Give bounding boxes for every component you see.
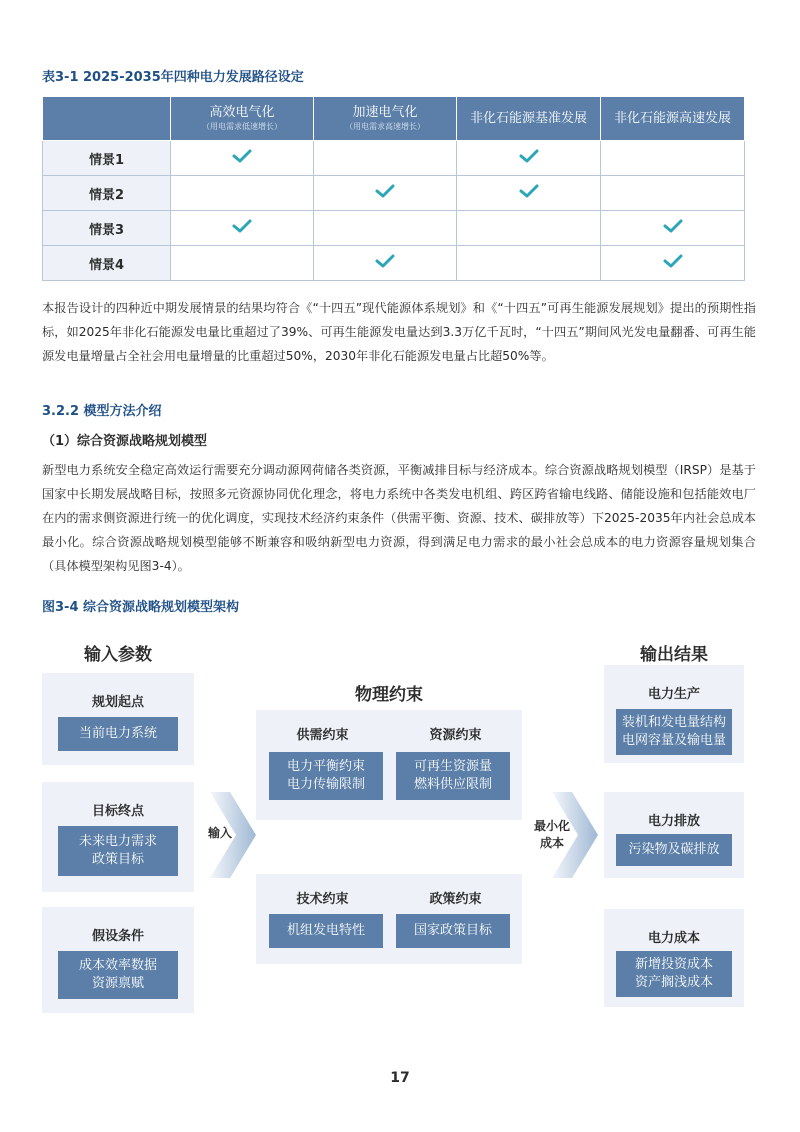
constraint-panel: [256, 710, 522, 820]
column-header: 高效电气化 （用电需求低速增长）: [171, 97, 314, 141]
output-title: 电力生产: [647, 687, 700, 702]
table-corner: [43, 97, 171, 141]
table-cell: [457, 246, 601, 281]
table-cell: [314, 141, 457, 176]
input-box: 未来电力需求 政策目标: [58, 826, 178, 876]
input-header: 输入参数: [84, 645, 152, 665]
table-cell: [457, 176, 601, 211]
table-cell: [171, 141, 314, 176]
paragraph-model: 新型电力系统安全稳定高效运行需要充分调动源网荷储各类资源，平衡减排目标与经济成本。综合资源战略规划模型（IRSP）是基于国家中长期发展战略目标，按照多元资源协同优化理念，将电力系统中各类发电机组、跨区跨省输电线路、储能设施和包括能效电厂在内的需求侧资源进行统一的优化调度，实现技术经济约束条件（供需平衡、资源、技术、碳排放等）下2025-2035年内社会总成本最小化。综合资源战略规划模型能够不断兼容和吸纳新型电力资源，得到满足电力需求的最小社会总成本的电力资源容量规划集合（具体模型架构见图3-4）。: [42, 463, 756, 573]
input-arrow-label: 输入: [207, 826, 232, 840]
table-cell: [171, 176, 314, 211]
checkmark-icon: [518, 148, 540, 162]
input-panel: [42, 673, 194, 765]
scenario-table: [42, 96, 745, 281]
row-label: 情景4: [43, 246, 171, 281]
constraint-box: 国家政策目标: [396, 914, 510, 948]
page-number: 17: [390, 1070, 410, 1086]
table-cell: [171, 211, 314, 246]
checkmark-icon: [374, 253, 396, 267]
output-panel: [604, 665, 744, 763]
constraint-panel: [256, 874, 522, 964]
constraint-box: 电力平衡约束 电力传输限制: [269, 752, 383, 800]
table-cell: [601, 176, 745, 211]
input-box: 成本效率数据 资源禀赋: [58, 951, 178, 999]
checkmark-icon: [662, 218, 684, 232]
table-cell: [314, 176, 457, 211]
output-title: 电力成本: [647, 931, 700, 946]
output-title: 电力排放: [647, 814, 700, 829]
table-row: [43, 246, 745, 281]
checkmark-icon: [231, 148, 253, 162]
input-title: 假设条件: [91, 929, 144, 944]
output-arrow-label: 最小化 成本: [533, 819, 570, 850]
input-panel: [42, 907, 194, 1013]
table-row: [43, 211, 745, 246]
table-cell: [171, 246, 314, 281]
table-cell: [457, 141, 601, 176]
table-header-row: [43, 97, 745, 141]
table-cell: [601, 211, 745, 246]
row-label: 情景3: [43, 211, 171, 246]
constraint-title: 技术约束: [296, 892, 349, 907]
constraint-title: 供需约束: [296, 728, 349, 743]
table-cell: [601, 141, 745, 176]
output-panel: [604, 909, 744, 1007]
table-cell: [601, 246, 745, 281]
table-cell: [457, 211, 601, 246]
column-header: 非化石能源基准发展: [457, 97, 601, 141]
constraint-box: 机组发电特性: [269, 914, 383, 948]
table-cell: [314, 211, 457, 246]
row-label: 情景1: [43, 141, 171, 176]
constraint-title: 资源约束: [429, 728, 482, 743]
table-title: 表3-1 2025-2035年四种电力发展路径设定: [42, 70, 304, 85]
checkmark-icon: [231, 218, 253, 232]
section-title: 3.2.2 模型方法介绍: [42, 404, 162, 419]
output-box: 新增投资成本 资产搁浅成本: [616, 951, 732, 997]
checkmark-icon: [518, 183, 540, 197]
checkmark-icon: [662, 253, 684, 267]
paragraph-scenarios: 本报告设计的四种近中期发展情景的结果均符合《“十四五”现代能源体系规划》和《“十四五”可再生能源发展规划》提出的预期性指标，如2025年非化石能源发电量比重超过了39%、可再生能源发电量达到3.3万亿千瓦时，“十四五”期间风光发电量翻番、可再生能源发电量增量占全社会用电量增量的比重超过50%，2030年非化石能源发电量占比超50%等。: [42, 301, 756, 363]
input-panel: [42, 782, 194, 892]
output-panel: [604, 792, 744, 878]
output-header: 输出结果: [640, 645, 708, 665]
figure-title: 图3-4 综合资源战略规划模型架构: [42, 600, 240, 615]
output-box: 污染物及碳排放: [616, 834, 732, 866]
subsection-title: （1）综合资源战略规划模型: [42, 434, 208, 449]
input-title: 规划起点: [91, 695, 144, 710]
constraint-title: 政策约束: [429, 892, 482, 907]
checkmark-icon: [374, 183, 396, 197]
table-row: [43, 141, 745, 176]
constraint-box: 可再生资源量 燃料供应限制: [396, 752, 510, 800]
input-box: 当前电力系统: [58, 717, 178, 751]
column-header: 加速电气化 （用电需求高速增长）: [314, 97, 457, 141]
input-title: 目标终点: [91, 804, 144, 819]
middle-header: 物理约束: [355, 685, 423, 705]
column-header: 非化石能源高速发展: [601, 97, 745, 141]
table-cell: [314, 246, 457, 281]
row-label: 情景2: [43, 176, 171, 211]
output-box: 装机和发电量结构 电网容量及输电量: [616, 709, 732, 755]
table-row: [43, 176, 745, 211]
